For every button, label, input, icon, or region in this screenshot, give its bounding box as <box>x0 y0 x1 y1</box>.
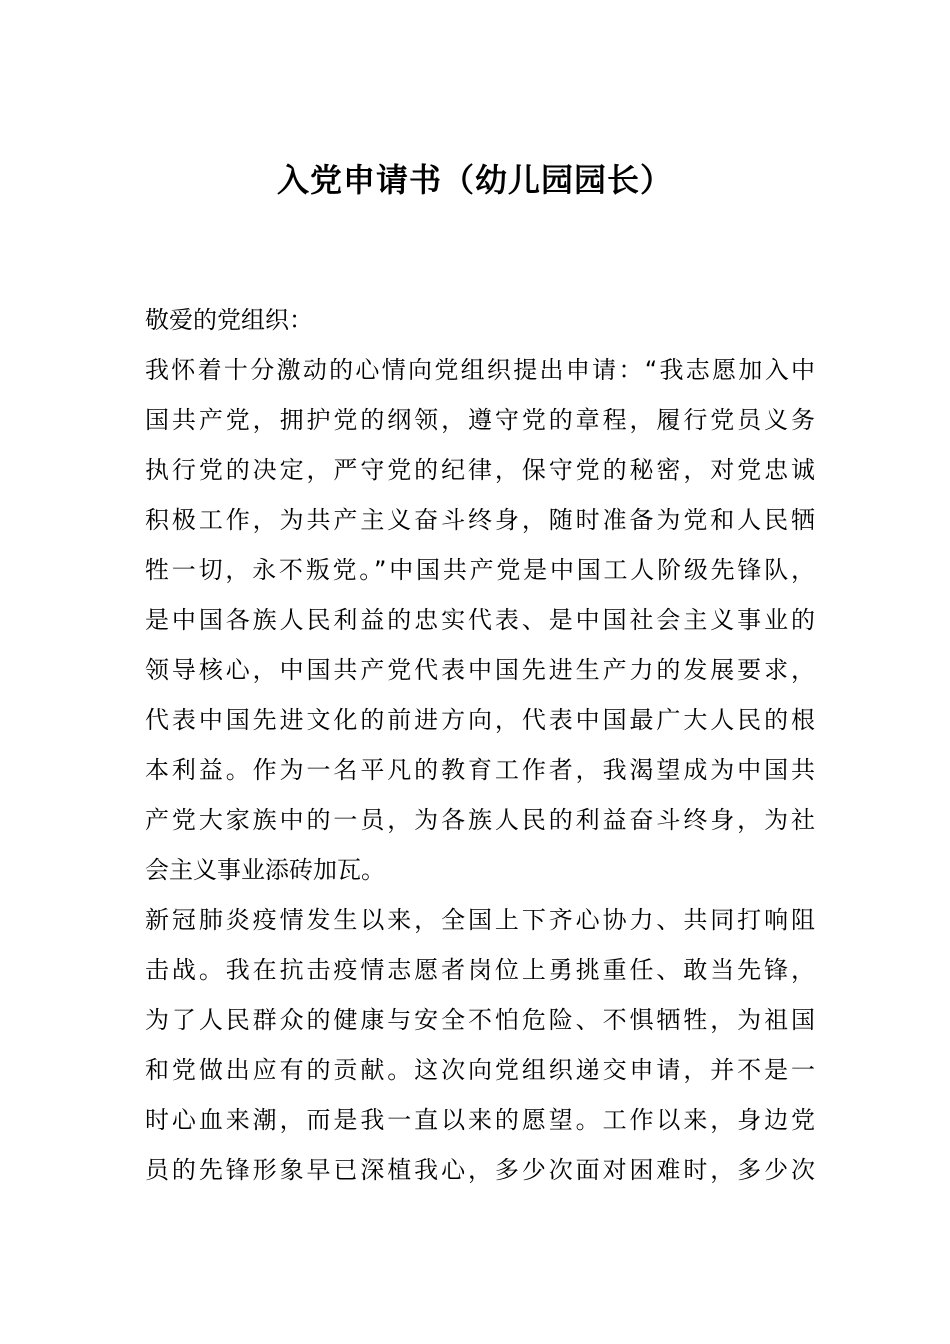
paragraph-1 <box>145 345 815 895</box>
paragraph-line: 执行党的决定，严守党的纪律，保守党的秘密，对党忠诚 <box>145 456 815 484</box>
paragraph-line: 为了人民群众的健康与安全不怕危险、不惧牺牲，为祖国 <box>145 1006 815 1034</box>
paragraph-line: 员的先锋形象早已深植我心，多少次面对困难时，多少次 <box>145 1156 815 1184</box>
salutation: 敬爱的党组织： <box>145 306 313 334</box>
paragraph-line: 产党大家族中的一员，为各族人民的利益奋斗终身，为社 <box>145 806 815 834</box>
paragraph-line: 击战。我在抗击疫情志愿者岗位上勇挑重任、敢当先锋， <box>145 956 815 984</box>
paragraph-line: 积极工作，为共产主义奋斗终身，随时准备为党和人民牺 <box>145 506 815 534</box>
document-body <box>145 295 815 1195</box>
paragraph-line: 领导核心，中国共产党代表中国先进生产力的发展要求， <box>145 656 815 684</box>
paragraph-line: 国共产党，拥护党的纲领，遵守党的章程，履行党员义务 <box>145 406 815 434</box>
paragraph-line: 会主义事业添砖加瓦。 <box>145 856 385 884</box>
paragraph-line: 代表中国先进文化的前进方向，代表中国最广大人民的根 <box>145 706 815 734</box>
paragraph-line: 是中国各族人民利益的忠实代表、是中国社会主义事业的 <box>145 606 815 634</box>
paragraph-line: 时心血来潮，而是我一直以来的愿望。工作以来，身边党 <box>145 1106 815 1134</box>
paragraph-line: 牲一切，永不叛党。”中国共产党是中国工人阶级先锋队， <box>145 556 815 584</box>
paragraph-2 <box>145 895 815 1195</box>
paragraph-line: 新冠肺炎疫情发生以来，全国上下齐心协力、共同打响阻 <box>145 906 815 934</box>
paragraph-line: 和党做出应有的贡献。这次向党组织递交申请，并不是一 <box>145 1056 815 1084</box>
document-title: 入党申请书（幼儿园园长） <box>276 161 673 199</box>
paragraph-line: 我怀着十分激动的心情向党组织提出申请：“我志愿加入中 <box>145 356 815 384</box>
paragraph-line: 本利益。作为一名平凡的教育工作者，我渴望成为中国共 <box>145 756 815 784</box>
